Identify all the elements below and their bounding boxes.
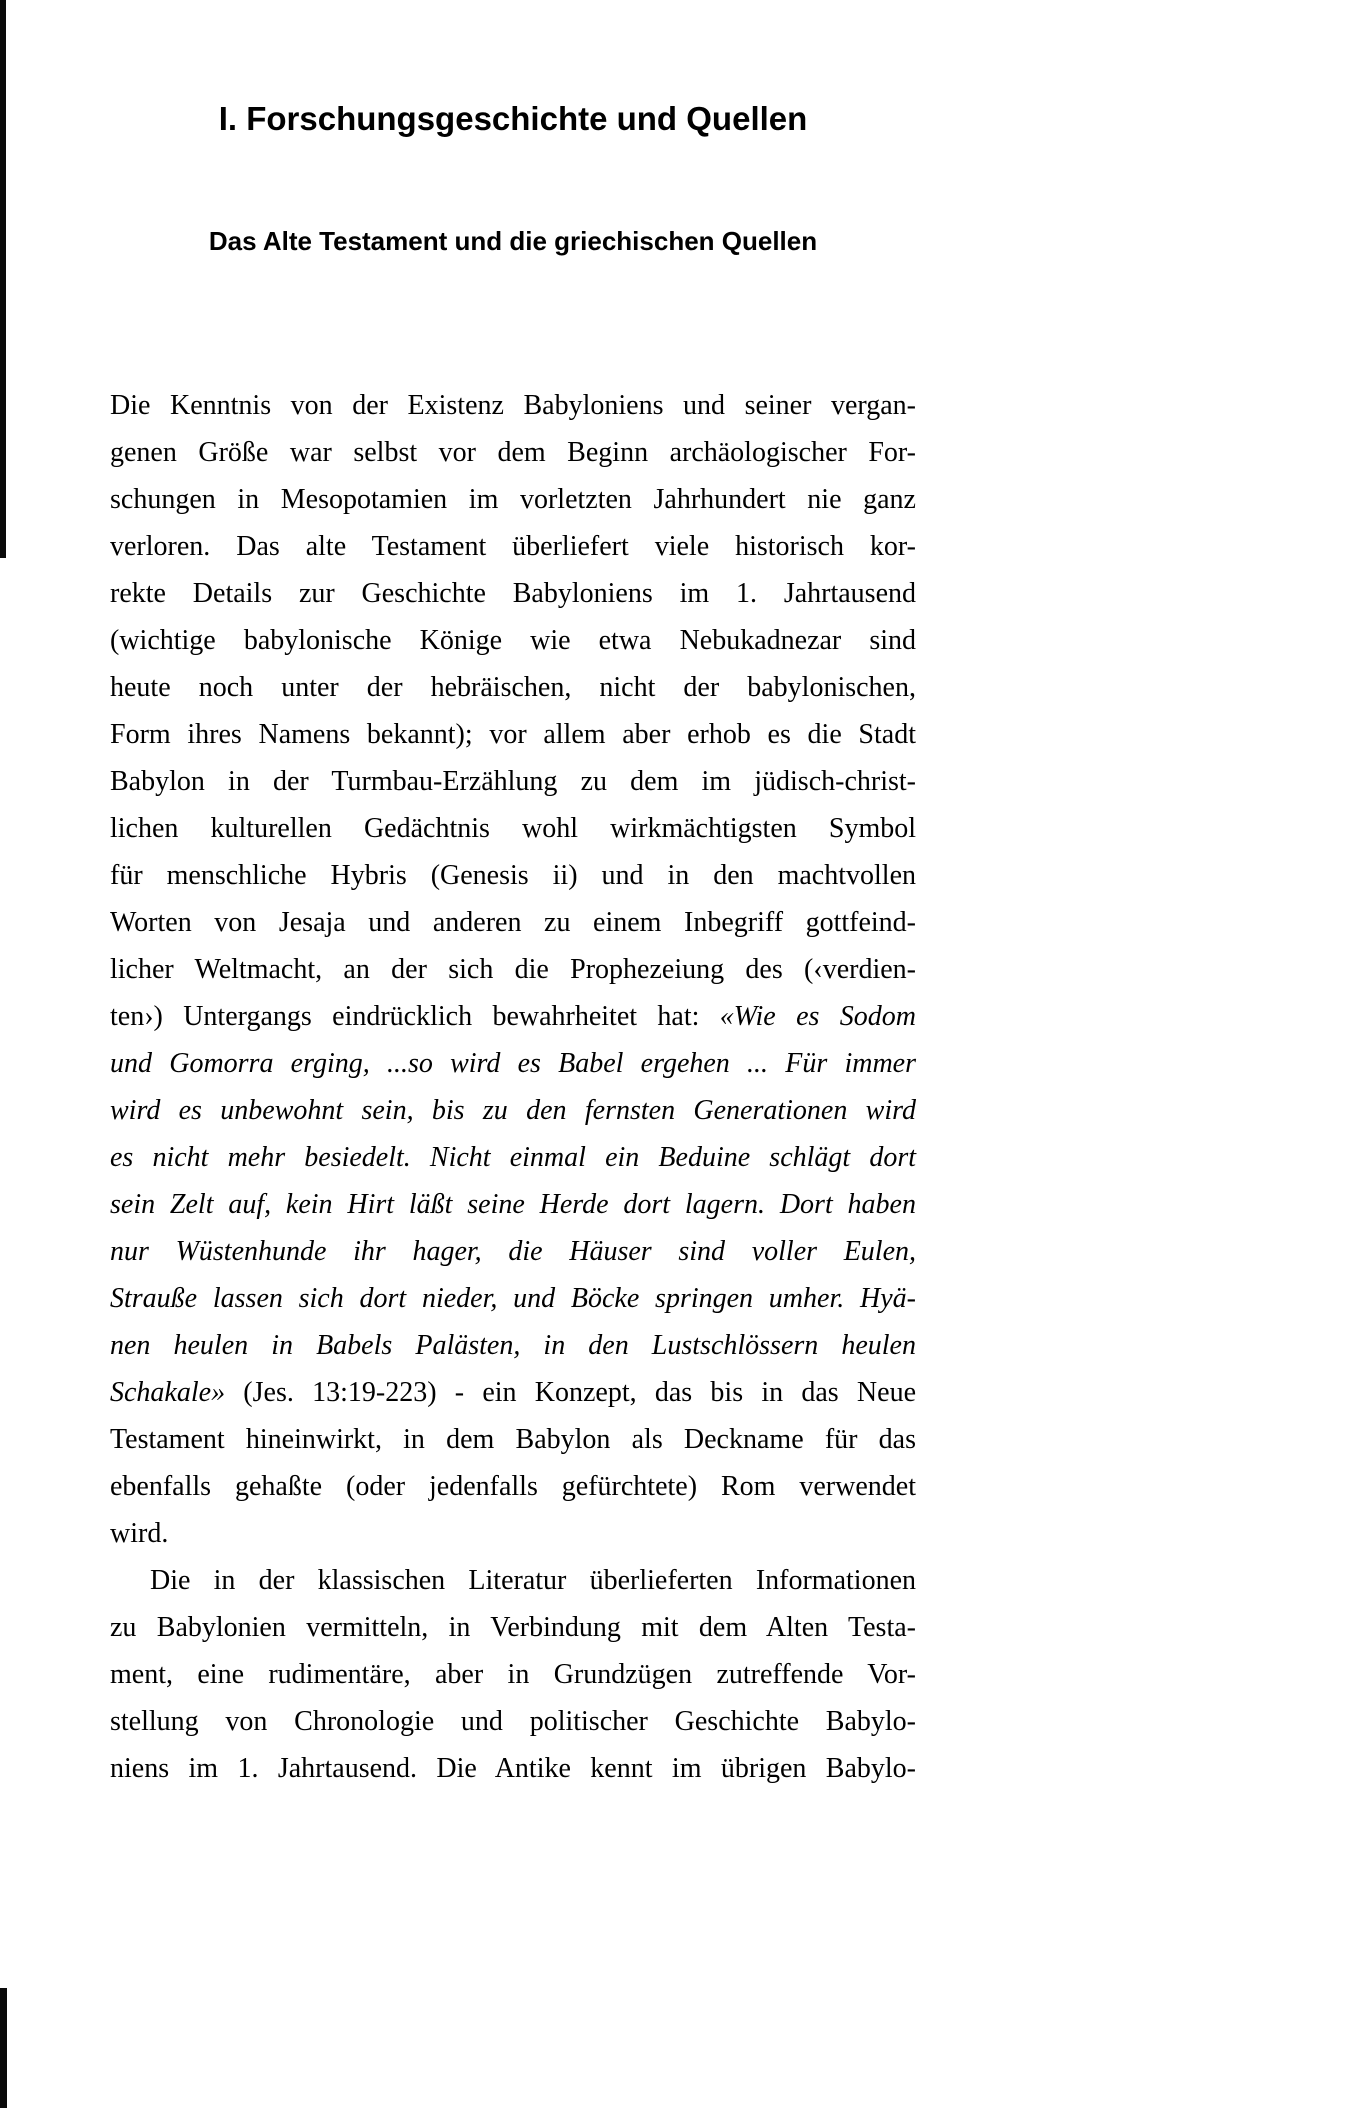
text-line bbox=[110, 617, 916, 664]
text-line bbox=[110, 664, 916, 711]
body-text: verloren. Das alte Testament überliefert viele historisch kor- bbox=[110, 531, 916, 562]
text-line bbox=[110, 382, 916, 429]
text-line bbox=[110, 1322, 916, 1369]
body-text: rekte Details zur Geschichte Babyloniens im 1. Jahrtausend bbox=[110, 578, 916, 609]
quoted-italic-text: wird es unbewohnt sein, bis zu den fernsten Generationen wird bbox=[110, 1095, 916, 1126]
text-line bbox=[110, 758, 916, 805]
body-text: genen Größe war selbst vor dem Beginn archäologischer For- bbox=[110, 437, 916, 468]
body-text: schungen in Mesopotamien im vorletzten Jahrhundert nie ganz bbox=[110, 484, 916, 515]
text-line bbox=[110, 852, 916, 899]
scan-artifact-left-top bbox=[0, 0, 6, 558]
text-line bbox=[110, 1557, 916, 1604]
body-text: zu Babylonien vermitteln, in Verbindung mit dem Alten Testa- bbox=[110, 1612, 916, 1643]
text-line bbox=[110, 1651, 916, 1698]
text-line bbox=[110, 899, 916, 946]
quoted-italic-text: Schakale» bbox=[110, 1377, 226, 1408]
body-text: heute noch unter der hebräischen, nicht der babylonischen, bbox=[110, 672, 916, 703]
quoted-italic-text: sein Zelt auf, kein Hirt läßt seine Herde dort lagern. Dort haben bbox=[110, 1189, 916, 1220]
quoted-italic-text: es nicht mehr besiedelt. Nicht einmal ein Beduine schlägt dort bbox=[110, 1142, 916, 1173]
text-line bbox=[110, 570, 916, 617]
text-line bbox=[110, 1698, 916, 1745]
body-text: licher Weltmacht, an der sich die Prophezeiung des (‹verdien- bbox=[110, 954, 916, 985]
text-line bbox=[110, 1745, 916, 1792]
quoted-italic-text: Strauße lassen sich dort nieder, und Böcke springen umher. Hyä- bbox=[110, 1283, 916, 1314]
body-text: ebenfalls gehaßte (oder jedenfalls gefürchtete) Rom verwendet bbox=[110, 1471, 916, 1502]
section-heading: Das Alte Testament und die griechischen Quellen bbox=[208, 226, 818, 256]
body-text: (wichtige babylonische Könige wie etwa Nebukadnezar sind bbox=[110, 625, 916, 656]
body-text: Babylon in der Turmbau-Erzählung zu dem im jüdisch-christ- bbox=[110, 766, 916, 797]
text-line bbox=[110, 805, 916, 852]
body-text: ten›) Untergangs eindrücklich bewahrheitet hat: bbox=[110, 1001, 720, 1032]
body-text: wird. bbox=[110, 1518, 169, 1549]
body-text: niens im 1. Jahrtausend. Die Antike kennt im übrigen Babylo- bbox=[110, 1753, 916, 1784]
quoted-italic-text: nur Wüstenhunde ihr hager, die Häuser sind voller Eulen, bbox=[110, 1236, 916, 1267]
text-line bbox=[110, 993, 916, 1040]
text-line bbox=[110, 1416, 916, 1463]
text-line bbox=[110, 523, 916, 570]
quoted-italic-text: «Wie es Sodom bbox=[719, 1001, 916, 1032]
body-text: stellung von Chronologie und politischer Geschichte Babylo- bbox=[110, 1706, 916, 1737]
body-text: Worten von Jesaja und anderen zu einem Inbegriff gottfeind- bbox=[110, 907, 916, 938]
body-text: Die Kenntnis von der Existenz Babyloniens und seiner vergan- bbox=[110, 390, 916, 421]
body-text-block bbox=[110, 382, 916, 1792]
scan-artifact-left-bottom bbox=[0, 1988, 7, 2108]
body-text: lichen kulturellen Gedächtnis wohl wirkmächtigsten Symbol bbox=[110, 813, 916, 844]
text-line bbox=[110, 1604, 916, 1651]
body-text: Testament hineinwirkt, in dem Babylon als Deckname für das bbox=[110, 1424, 916, 1455]
text-line bbox=[110, 1275, 916, 1322]
text-line bbox=[110, 1510, 916, 1557]
body-text: Form ihres Namens bekannt); vor allem aber erhob es die Stadt bbox=[110, 719, 916, 750]
body-text: ment, eine rudimentäre, aber in Grundzügen zutreffende Vor- bbox=[110, 1659, 916, 1690]
paragraph-2 bbox=[110, 1557, 916, 1792]
text-line bbox=[110, 1228, 916, 1275]
paragraph-1 bbox=[110, 382, 916, 1557]
text-line bbox=[110, 1463, 916, 1510]
text-line bbox=[110, 1369, 916, 1416]
quoted-italic-text: und Gomorra erging, ...so wird es Babel ergehen ... Für immer bbox=[110, 1048, 916, 1079]
text-line bbox=[110, 1181, 916, 1228]
text-line bbox=[110, 1087, 916, 1134]
quoted-italic-text: nen heulen in Babels Palästen, in den Lustschlössern heulen bbox=[110, 1330, 916, 1361]
text-line bbox=[110, 1134, 916, 1181]
text-line bbox=[110, 476, 916, 523]
text-line bbox=[110, 946, 916, 993]
text-line bbox=[110, 711, 916, 758]
body-text: Die in der klassischen Literatur überlieferten Informationen bbox=[150, 1565, 916, 1596]
body-text: für menschliche Hybris (Genesis ii) und in den machtvollen bbox=[110, 860, 916, 891]
body-text: (Jes. 13:19-223) - ein Konzept, das bis in das Neue bbox=[225, 1377, 916, 1408]
text-line bbox=[110, 429, 916, 476]
text-line bbox=[110, 1040, 916, 1087]
chapter-heading: I. Forschungsgeschichte und Quellen bbox=[218, 100, 808, 137]
